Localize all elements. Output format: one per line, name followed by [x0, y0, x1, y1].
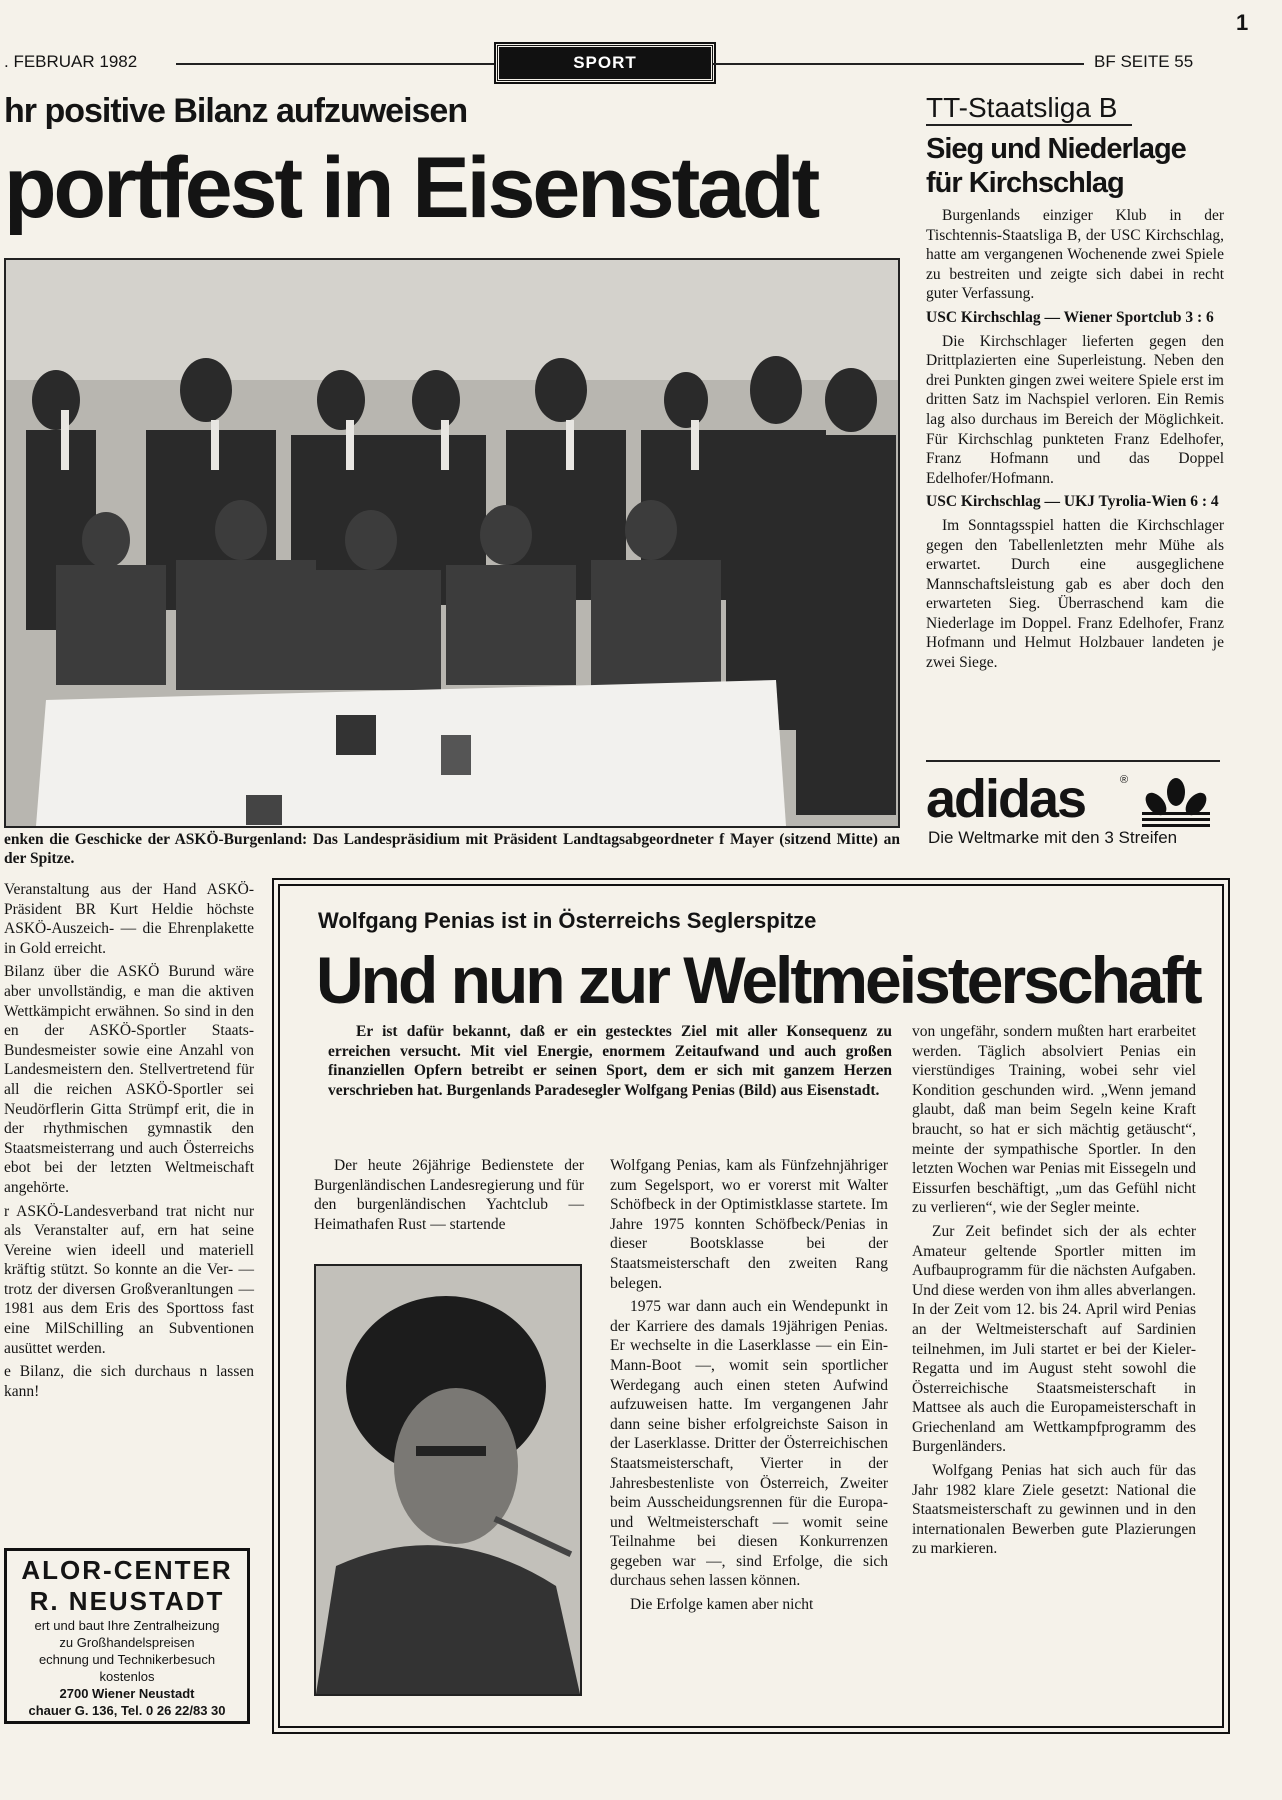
side-text-2: Im Sonntagsspiel hatten die Kirchschlager gegen den Tabellenletzten mehr Mühe als erwartet. Durch eine ausgeglichene Mannschaftsleistung gab es aber doch den erwarteten Sieg. Überraschend kam die Niederlage im Doppel. Franz Edelhofer, Franz Hofmann und Helmut Holzbauer landeten je zwei Siege. — [926, 516, 1224, 672]
adidas-trefoil-icon — [1138, 778, 1214, 828]
penias-col3-paragraph: von ungefähr, sondern mußten hart erarbeitet werden. Täglich absolviert Penias ein vierstündiges Training, wobei sehr viel Kondition geschunden wird. „Wenn jemand glaubt, daß man beim Segeln keine Kraft braucht, so hat er sich mächtig getäuscht“, meinte der sympathische Sportler. In den letzten Wochen war Penias mit Eissegeln und Eissurfen beschäftigt, „um das Gefühl nicht zu verlieren“, wie der Segler meinte. — [912, 1023, 1196, 1217]
corner-mark: 1 — [1236, 10, 1249, 35]
penias-column-1: Der heute 26jährige Bedienstete der Burgenländischen Landesregierung und für den burgenländischen Yachtclub — Heimathafen Rust — startende — [314, 1157, 584, 1233]
header-rule-left — [176, 63, 496, 65]
side-text-1: Die Kirchschlager lieferten gegen den Drittplazierten eine Superleistung. Neben den drei Punkten gingen zwei weitere Spiele erst im dritten Satz im Nachspiel verloren. Ein Remis lag also durchaus im Bereich der Möglichkeit. Für Kirchschlag punkteten Franz Edelhofer, Franz Hofmann und das Doppel Edelhofer/Hofmann. — [926, 332, 1224, 487]
penias-portrait-photo — [314, 1264, 582, 1696]
calor-center-ad — [4, 1548, 250, 1724]
side-divider — [926, 760, 1220, 762]
header-rule-right — [712, 63, 1084, 65]
calor-line: zu Großhandelspreisen — [59, 1635, 195, 1650]
issue-date: . FEBRUAR 1982 — [4, 52, 138, 71]
calor-line: kostenlos — [99, 1669, 155, 1684]
penias-article-box — [278, 884, 1224, 1728]
penias-col2-paragraph: 1975 war dann auch ein Wendepunkt in der Karriere des damals 19jährigen Penias. Er wechselte in die Laserklasse — ein Ein-Mann-Boot —, womit sein sportlicher Werdegang auch einen steten Aufwind aufzuweisen hatte. Im vergangenen Jahr dann seine bisher erfolgreichste Saison in der Laserklasse. Dritter der Österreichischen Staatsmeisterschaft, Vierter in der Jahresbestenliste von Österreich, Zweiter beim Ausscheidungsrennen für die Europa- und Weltmeisterschaft — womit seine Teilnahme bei diesen Konkurrenzen gegeben war —, sind Erfolge, die sich durchaus sehen lassen können. — [610, 1298, 888, 1590]
side-kicker: TT-Staatsliga B — [926, 92, 1132, 126]
penias-lead: Er ist dafür bekannt, daß er ein gestecktes Ziel mit aller Konsequenz zu erreichen versucht. Mit viel Energie, enormem Zeitaufwand und auch großen finanziellen Opfern betreibt er seinen Sport, dem er sich mit ganzem Herzen verschrieben hat. Burgenlands Paradesegler Wolfgang Penias (Bild) aus Eisenstadt. — [328, 1023, 892, 1099]
penias-col3-paragraph: Zur Zeit befindet sich der als echter Amateur geltende Sportler mitten im Aufbauprogramm für die nächsten Aufgaben. Und diese werden von ihm alles abverlangen. In der Zeit vom 12. bis 24. April wird Penias an der Weltmeisterschaft auf Sardinien teilnehmen, im Juli startet er bei der Kieler-Regatta und im August steht sowohl die Österreichische Staatsmeisterschaft in Mattsee als auch die Europameisterschaft in Griechenland am Wettkampfprogramm des Burgenländers. — [912, 1222, 1196, 1456]
calor-title: ALOR-CENTER — [21, 1555, 233, 1585]
penias-portrait-illustration — [316, 1266, 580, 1694]
adidas-registered: ® — [1120, 774, 1129, 786]
main-paragraph: Veranstaltung aus der Hand ASKÖ-Präsident BR Kurt Heldie höchste ASKÖ-Auszeich- — die Ehrenplakette in Gold erreicht. — [4, 881, 254, 957]
calor-line: echnung und Technikerbesuch — [38, 1652, 216, 1667]
calor-line: ert und baut Ihre Zentralheizung — [34, 1618, 220, 1633]
adidas-logo-text: adidas — [926, 769, 1086, 829]
main-article-body — [4, 880, 254, 1405]
page-number: BF SEITE 55 — [1094, 52, 1194, 71]
calor-address: 2700 Wiener Neustadt — [59, 1686, 195, 1701]
main-kicker: hr positive Bilanz aufzuweisen — [4, 92, 468, 130]
calor-phone: chauer G. 136, Tel. 0 26 22/83 30 — [28, 1703, 226, 1718]
section-label: SPORT — [496, 44, 714, 82]
penias-kicker: Wolfgang Penias ist in Österreichs Seglerspitze — [318, 908, 817, 933]
photo-caption: enken die Geschicke der ASKÖ-Burgenland: Das Landespräsidium mit Präsident Landtagsabgeordneter f Mayer (sitzend Mitte) an der Spitze. — [4, 831, 900, 867]
main-paragraph: e Bilanz, die sich durchaus n lassen kann! — [4, 1363, 254, 1400]
penias-column-3 — [912, 1022, 1196, 1563]
penias-col2-paragraph: Die Erfolge kamen aber nicht — [630, 1596, 814, 1614]
penias-headline: Und nun zur Weltmeisterschaft — [316, 943, 1200, 1017]
side-article-body — [926, 206, 1224, 677]
adidas-slogan: Die Weltmarke mit den 3 Streifen — [928, 828, 1178, 847]
adidas-ad — [926, 769, 1226, 854]
side-result-2: USC Kirchschlag — UKJ Tyrolia-Wien 6 : 4 — [926, 493, 1219, 511]
main-paragraph: Bilanz über die ASKÖ Burund wäre aber unvollständig, e man die aktiven Wettkämpicht erwähnen. So sind in den en der ASKÖ-Sportler Staats-Bundesmeister sowie eine Anzahl von Landesmeistern den. Stellvertretend für all die reichen ASKÖ-Sportler sei Neudörflerin Gitta Strümpf erit, die in der rhythmischen gymnastik den Staatsmeisterrang und auch Österreichs ebot bei der letzten Weltmeischaft angehörte. — [4, 963, 254, 1196]
side-intro: Burgenlands einziger Klub in der Tischtennis-Staatsliga B, der USC Kirchschlag, hatte am vergangenen Wochenende zwei Spiele zu bestreiten und zeigte sich dabei in recht guter Verfassung. — [926, 207, 1224, 303]
penias-column-2 — [610, 1156, 888, 1619]
side-result-1: USC Kirchschlag — Wiener Sportclub 3 : 6 — [926, 308, 1214, 326]
group-photo — [4, 258, 900, 828]
calor-subtitle: R. NEUSTADT — [29, 1586, 225, 1616]
side-headline: Sieg und Niederlage für Kirchschlag — [926, 133, 1186, 199]
main-headline: portfest in Eisenstadt — [4, 140, 818, 236]
main-paragraph: r ASKÖ-Landesverband trat nicht nur als Veranstalter auf, ern hat seine Vereine wien ideell und materiell kräftig stützt. So konnte an die Ver- — trotz der diversen Großveranltungen — 1981 aus dem Eris des Sporttoss fast eine MilSchilling an Subventionen ausüttet werden. — [4, 1202, 254, 1357]
penias-col3-paragraph: Wolfgang Penias hat sich auch für das Jahr 1982 klare Ziele gesetzt: National die Staatsmeisterschaft zu gewinnen und in den internationalen Bewerben gute Plazierungen zu markieren. — [912, 1462, 1196, 1558]
group-photo-illustration — [6, 260, 898, 826]
penias-col2-paragraph: Wolfgang Penias, kam als Fünfzehnjähriger zum Segelsport, wo er vorerst mit Walter Schöfbeck in der Optimistklasse startete. Im Jahre 1975 konnten Schöfbeck/Penias in dieser Bootsklasse bei der Staatsmeisterschaft den zweiten Rang belegen. — [610, 1157, 888, 1292]
